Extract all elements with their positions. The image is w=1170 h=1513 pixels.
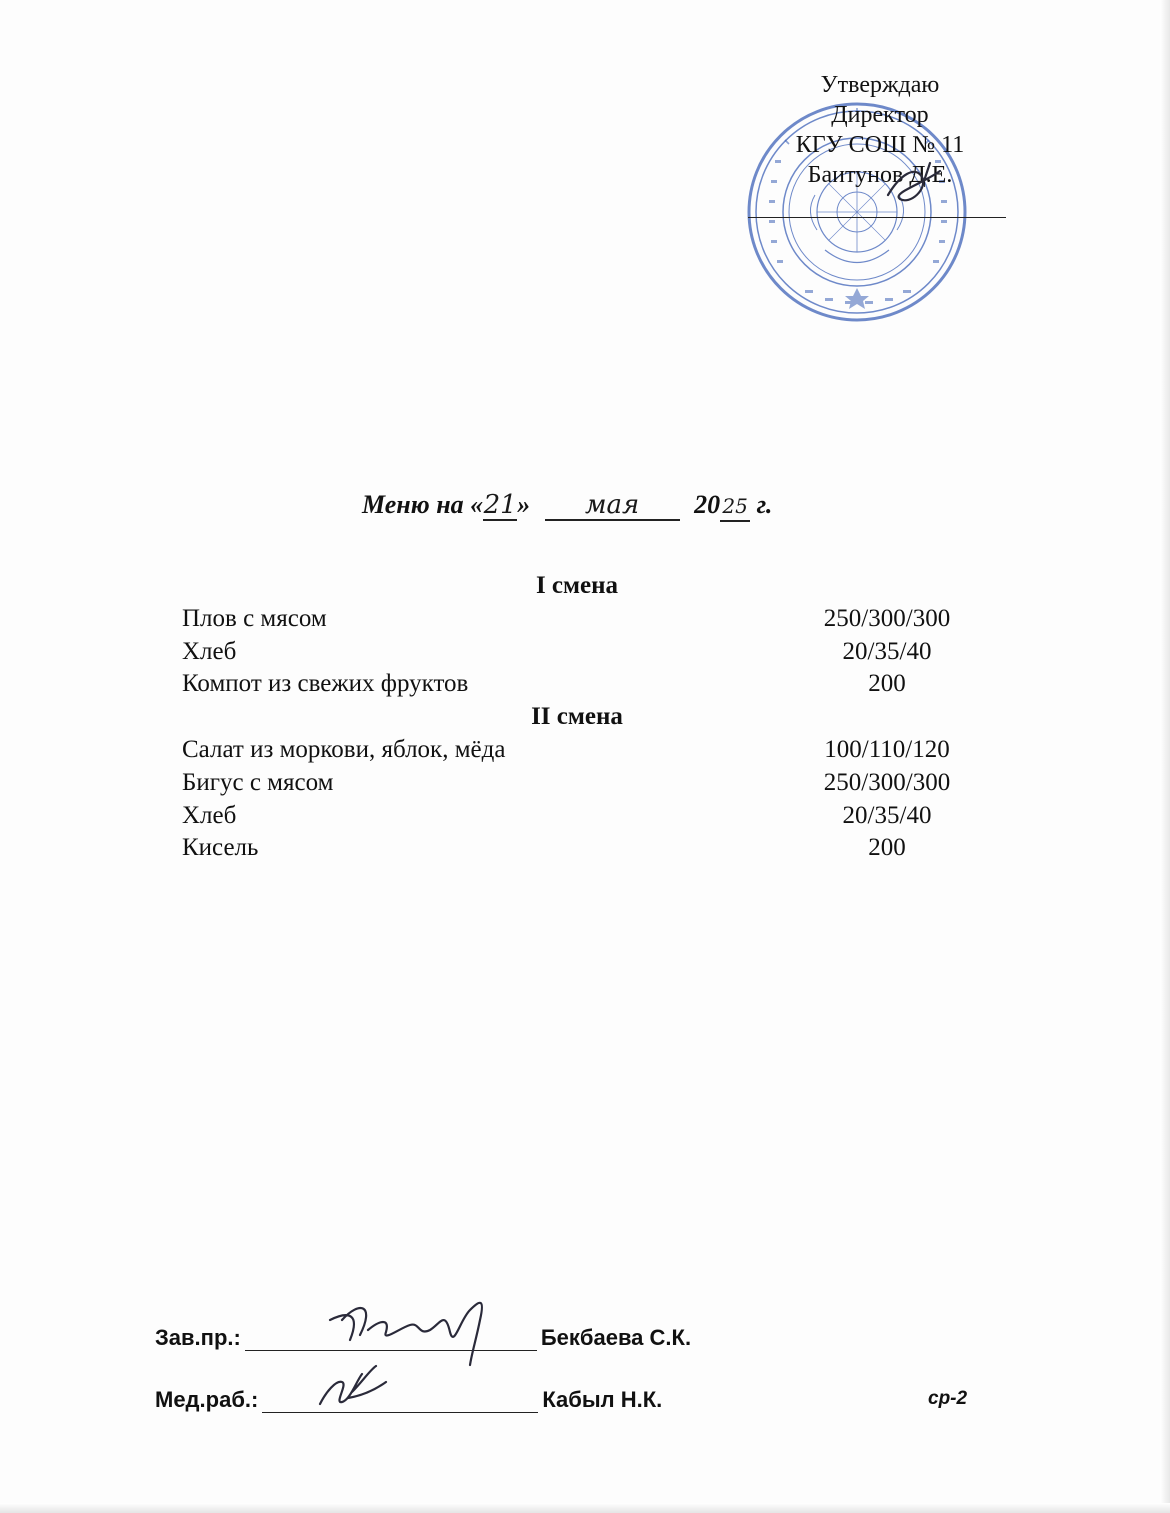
medic-signature-line (262, 1388, 538, 1413)
year-value: 25 (722, 494, 748, 518)
dish-name: Компот из свежих фруктов (182, 670, 469, 698)
approval-organization: КГУ СОШ № 11 (795, 132, 965, 158)
month-value: мая (585, 490, 640, 520)
dish-portion: 100/110/120 (824, 735, 950, 763)
dish-portion: 200 (868, 834, 906, 862)
dish-name: Хлеб (182, 637, 237, 665)
dish-portion: 200 (868, 670, 906, 698)
dish-portion: 20/35/40 (842, 801, 932, 829)
medic-name: Кабыл Н.К. (542, 1387, 663, 1412)
approval-director-name: Баитунов Д.Е. (807, 162, 953, 188)
dish-portion: 250/300/300 (823, 768, 951, 796)
menu-item (182, 767, 972, 800)
director-signature (880, 155, 960, 215)
title-prefix: Меню на « (362, 490, 484, 519)
approval-signature-line (748, 217, 1006, 218)
medic-signature-row (155, 1387, 662, 1413)
scan-edge (0, 1503, 1170, 1513)
day-field (483, 491, 517, 521)
menu-list (182, 570, 972, 865)
medic-label: Мед.раб.: (155, 1387, 259, 1412)
approval-title: Утверждаю (820, 72, 940, 98)
month-field (545, 491, 680, 521)
title-quote: » (517, 490, 531, 519)
dish-name: Бигус с мясом (182, 768, 334, 796)
menu-item (182, 603, 972, 636)
menu-item (182, 800, 972, 833)
day-value: 21 (483, 490, 517, 520)
menu-item (182, 832, 972, 865)
head-label: Зав.пр.: (155, 1325, 241, 1350)
menu-item (182, 636, 972, 669)
menu-title (362, 490, 772, 522)
dish-name: Хлеб (182, 801, 237, 829)
approval-position: Директор (831, 102, 929, 128)
dish-portion: 20/35/40 (842, 637, 932, 665)
dish-name: Плов с мясом (182, 604, 327, 632)
title-suffix: г. (756, 490, 773, 519)
dish-portion: 250/300/300 (823, 604, 951, 632)
medic-signature (312, 1352, 397, 1412)
form-code: ср-2 (928, 1388, 968, 1409)
shift-title: I смена (535, 572, 619, 599)
dish-name: Кисель (182, 834, 259, 862)
head-name: Бекбаева С.К. (540, 1325, 692, 1350)
scan-edge (1160, 0, 1170, 1513)
dish-name: Салат из моркови, яблок, мёда (182, 735, 506, 763)
shift-title: II смена (531, 703, 623, 731)
year-prefix: 20 (694, 490, 721, 519)
year-field (720, 491, 750, 522)
menu-item (182, 668, 972, 701)
menu-item (182, 734, 972, 767)
